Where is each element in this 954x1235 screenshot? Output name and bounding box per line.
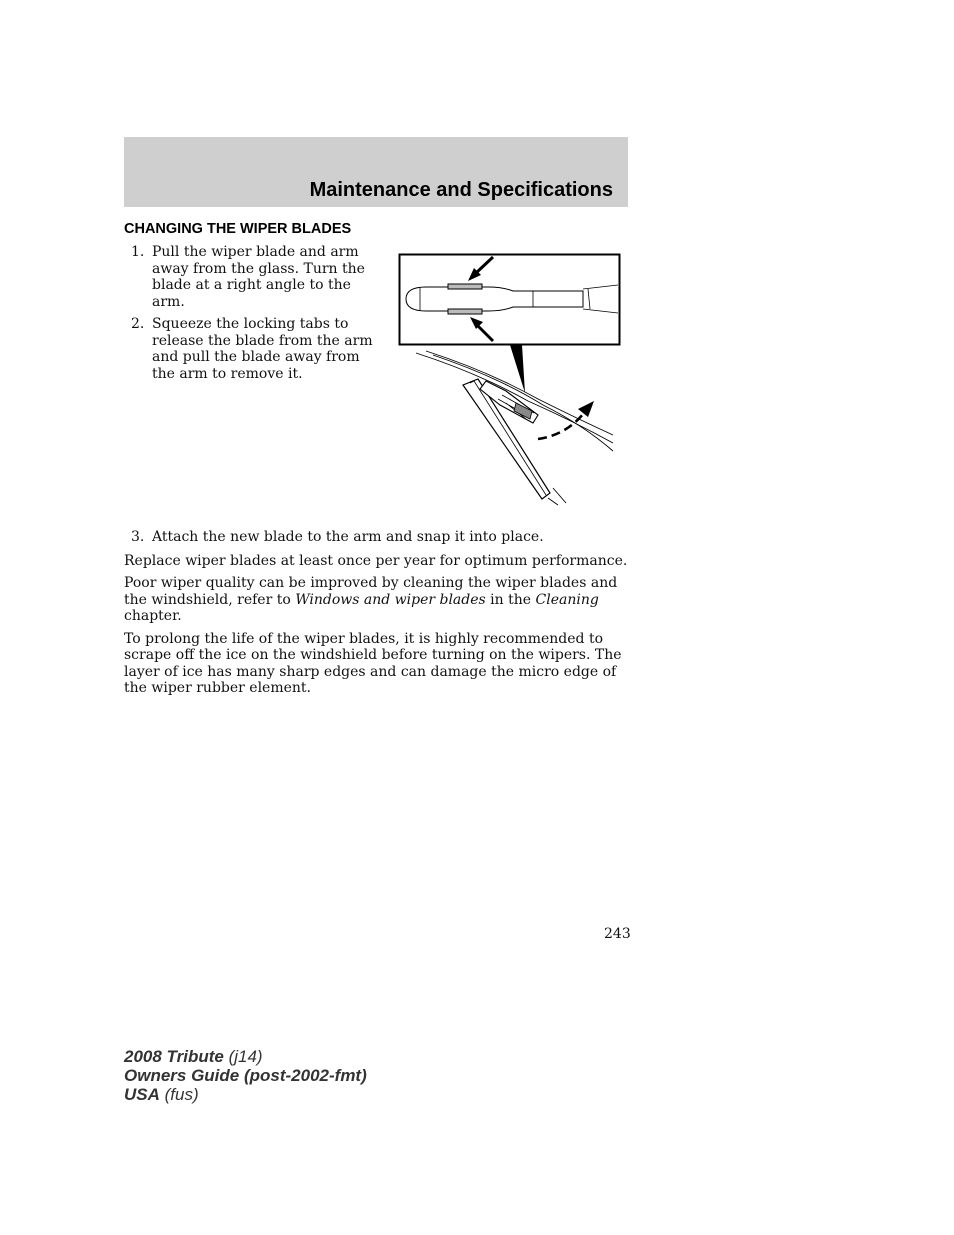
locking-tab [448,284,482,289]
footer-model: 2008 Tribute [124,1047,224,1066]
paragraph-text: in the [485,591,536,608]
document-footer [124,1047,367,1104]
step-item [124,316,374,382]
section-header-band [124,137,628,207]
steps-list [124,244,374,388]
step-number: 2. [131,316,145,332]
paragraph [124,575,630,625]
footer-region: USA [124,1085,160,1104]
locking-tab [448,309,482,314]
step-number: 3. [131,529,145,545]
cross-reference: Cleaning [535,591,599,608]
step-item [124,529,630,546]
paragraph: Replace wiper blades at least once per year for optimum performance. [124,552,628,569]
footer-guide: Owners Guide (post-2002-fmt) [124,1066,367,1085]
paragraph-text: Poor wiper quality can be improved by cleaning the wiper blades and the windshield, refer to [124,575,618,608]
step-text: Pull the wiper blade and arm away from the glass. Turn the blade at a right angle to the arm. [152,244,365,310]
page-number: 243 [604,926,631,942]
paragraph-text: chapter. [124,608,182,624]
step-number: 1. [131,244,145,260]
cross-reference: Windows and wiper blades [295,591,486,608]
step-item [124,244,374,310]
step-text: Squeeze the locking tabs to release the blade from the arm and pull the blade away from the arm to remove it. [152,316,373,382]
body-text [124,529,630,703]
step-text: Attach the new blade to the arm and snap it into place. [152,529,544,545]
footer-code: (j14) [223,1047,263,1066]
section-heading: CHANGING THE WIPER BLADES [124,221,352,237]
footer-region-code: (fus) [159,1085,199,1104]
detail-inset [400,255,620,345]
paragraph: To prolong the life of the wiper blades, it is highly recommended to scrape off the ice on the windshield before turning on the wipers. The layer of ice has many sharp edges and can damage the micro edge of the wiper rubber element. [124,630,622,696]
wiper-blade-illustration [398,253,623,508]
page-title: Maintenance and Specifications [309,179,613,201]
